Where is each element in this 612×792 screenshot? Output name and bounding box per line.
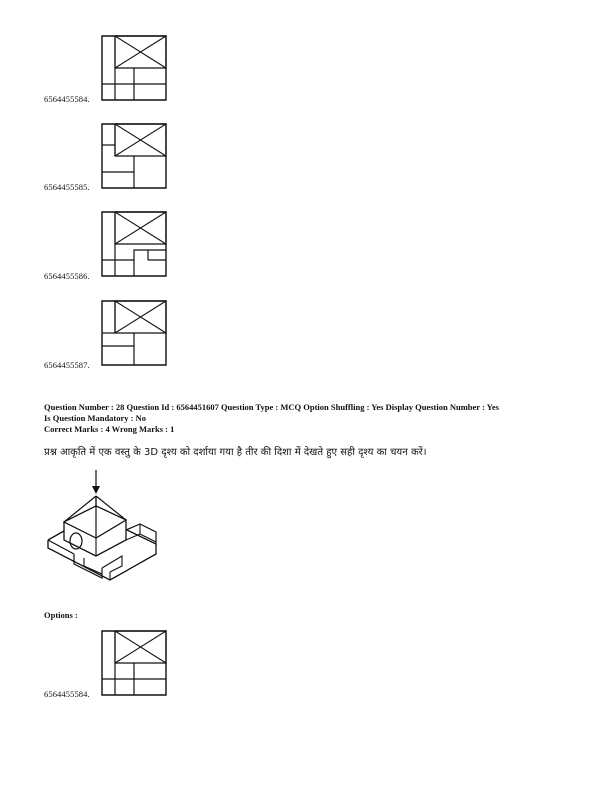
option-figure-5: [101, 630, 167, 696]
option-figure-3: [101, 211, 167, 277]
option-figure-4: [101, 300, 167, 366]
question-text: प्रश्न आकृति में एक वस्तु के 3D दृश्य को दर्शाया गया है तीर की दिशा में देखते हुए सही दृश्य का चयन करें।: [44, 447, 427, 458]
option-id: 6564455584.: [44, 94, 90, 104]
question-meta: [44, 402, 574, 435]
options-label: Options :: [44, 610, 78, 620]
option-figure-2: [101, 123, 167, 189]
option-figure-1: [101, 35, 167, 101]
question-marks: Correct Marks : 4 Wrong Marks : 1: [44, 424, 175, 434]
option-id: 6564455586.: [44, 271, 90, 281]
isometric-object-figure: [44, 468, 169, 588]
question-meta-line-1: Question Number : 28 Question Id : 6564451607 Question Type : MCQ Option Shuffling : Yes Display Question Number : Yes: [44, 402, 499, 412]
option-id: 6564455585.: [44, 182, 90, 192]
question-meta-line-2: Is Question Mandatory : No: [44, 413, 147, 423]
option-id: 6564455587.: [44, 360, 90, 370]
option-id: 6564455584.: [44, 689, 90, 699]
